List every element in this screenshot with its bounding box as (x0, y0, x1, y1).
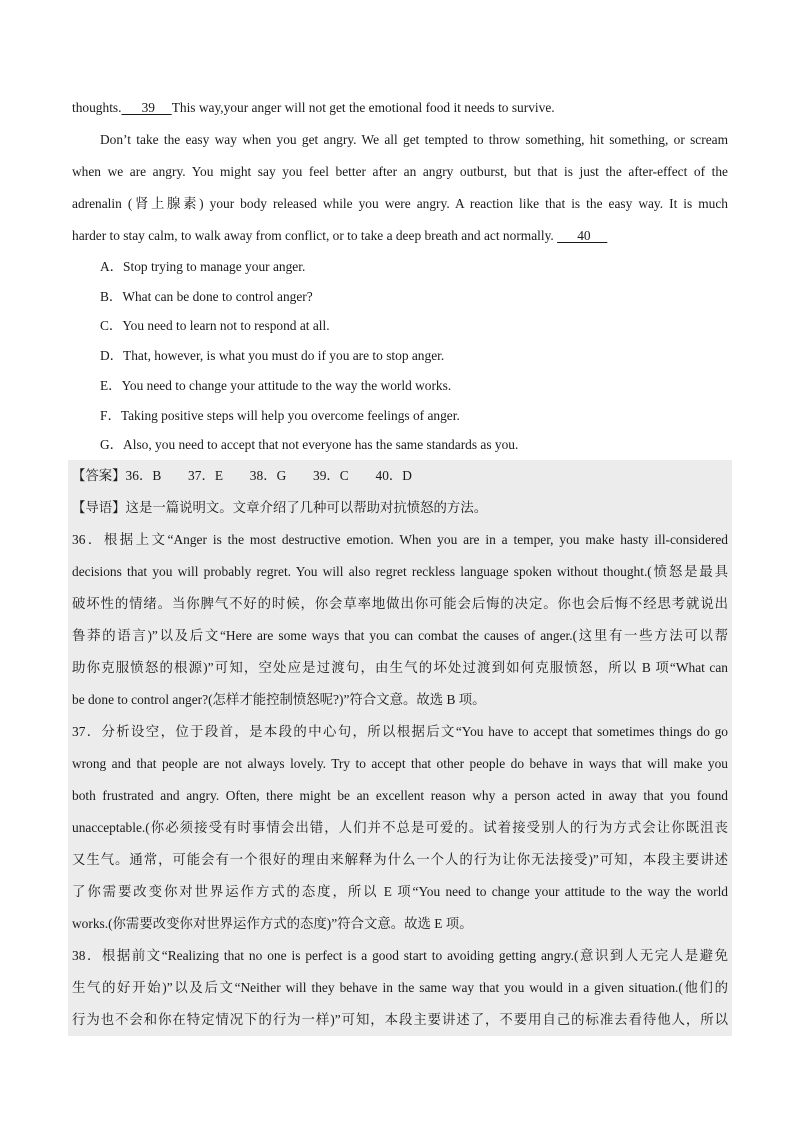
explanation-line: wrong and that people are not always lovely. Try to accept that other people do behave in ways that will make you (72, 755, 728, 771)
option-c: C．You need to learn not to respond at all. (100, 318, 330, 334)
explanation-line: be done to control anger?(怎样才能控制愤怒呢?)”符合文意。故选 B 项。 (72, 691, 486, 707)
option-b: B．What can be done to control anger? (100, 288, 313, 304)
guide-text: 【导语】这是一篇说明文。文章介绍了几种可以帮助对抗愤怒的方法。 (72, 499, 488, 515)
explanation-line: both frustrated and angry. Often, there might be an excellent reason why a person acted in away that you found (72, 787, 728, 803)
blank-40: 40 (557, 228, 608, 243)
explanation-line: decisions that you will probably regret. You will also regret reckless language spoken without thought.(愤怒是最具 (72, 563, 728, 579)
explanation-line: 又生气。通常，可能会有一个很好的理由来解释为什么一个人的行为让你无法接受)”可知，本段主要讲述 (72, 851, 728, 867)
option-d: D．That, however, is what you must do if you are to stop anger. (100, 348, 445, 364)
blank-39: 39 (121, 100, 172, 115)
passage-line: Don’t take the easy way when you get angry. We all get tempted to throw something, hit something, or scream (100, 132, 728, 147)
explanation-line: works.(你需要改变你对世界运作方式的态度)”符合文意。故选 E 项。 (72, 915, 473, 931)
explanation-line: 破坏性的情绪。当你脾气不好的时候，你会草率地做出你可能会后悔的决定。你也会后悔不经思考就说出 (72, 595, 728, 611)
explanation-line: 38．根据前文“Realizing that no one is perfect is a good start to avoiding getting angry.(意识到人无完人是避免 (72, 947, 728, 963)
passage-text: harder to stay calm, to walk away from conflict, or to take a deep breath and act normally. (72, 228, 558, 243)
document-page (72, 92, 728, 1036)
passage-line (72, 220, 728, 252)
passage-line (72, 92, 728, 124)
explanation-line: 助你克服愤怒的根源)”可知，空处应是过渡句，由生气的坏处过渡到如何克服愤怒，所以 B 项“What can (72, 659, 728, 675)
option-a: A．Stop trying to manage your anger. (100, 259, 306, 274)
options-list (72, 252, 728, 460)
passage-line: when we are angry. You might say you feel better after an angry outburst, but that is just the after-effect of the (72, 164, 728, 179)
explanation-line: 行为也不会和你在特定情况下的行为一样)”可知，本段主要讲述了，不要用自己的标准去看待他人，所以 (72, 1011, 728, 1027)
passage-text: thoughts. (72, 100, 122, 115)
passage-line: adrenalin (肾上腺素) your body released while you were angry. A reaction like that is the easy way. It is much (72, 196, 728, 211)
passage-text: This way,your anger will not get the emotional food it needs to survive. (171, 100, 555, 115)
option-g: G．Also, you need to accept that not everyone has the same standards as you. (100, 437, 519, 453)
option-f: F．Taking positive steps will help you overcome feelings of anger. (100, 407, 460, 423)
explanation-line: 36．根据上文“Anger is the most destructive emotion. When you are in a temper, you make hasty ill-considered (72, 531, 728, 547)
explanation-line: 生气的好开始)”以及后文“Neither will they behave in the same way that you would in a given situation.(他们的 (72, 979, 728, 995)
explanation-line: 了你需要改变你对世界运作方式的态度，所以 E 项“You need to change your attitude to the way the world (72, 883, 728, 899)
explanation-line: 37．分析设空，位于段首，是本段的中心句，所以根据后文“You have to accept that sometimes things do go (72, 723, 728, 739)
option-e: E．You need to change your attitude to the way the world works. (100, 377, 452, 393)
answer-key: 【答案】36．B 37．E 38．G 39．C 40．D (72, 467, 412, 483)
answer-explanation-section (68, 460, 732, 1036)
explanation-line: 鲁莽的语言)”以及后文“Here are some ways that you can combat the causes of anger.(这里有一些方法可以帮 (72, 627, 728, 643)
explanation-line: unacceptable.(你必须接受有时事情会出错，人们并不总是可爱的。试着接受别人的行为方式会让你既沮丧 (72, 819, 728, 835)
